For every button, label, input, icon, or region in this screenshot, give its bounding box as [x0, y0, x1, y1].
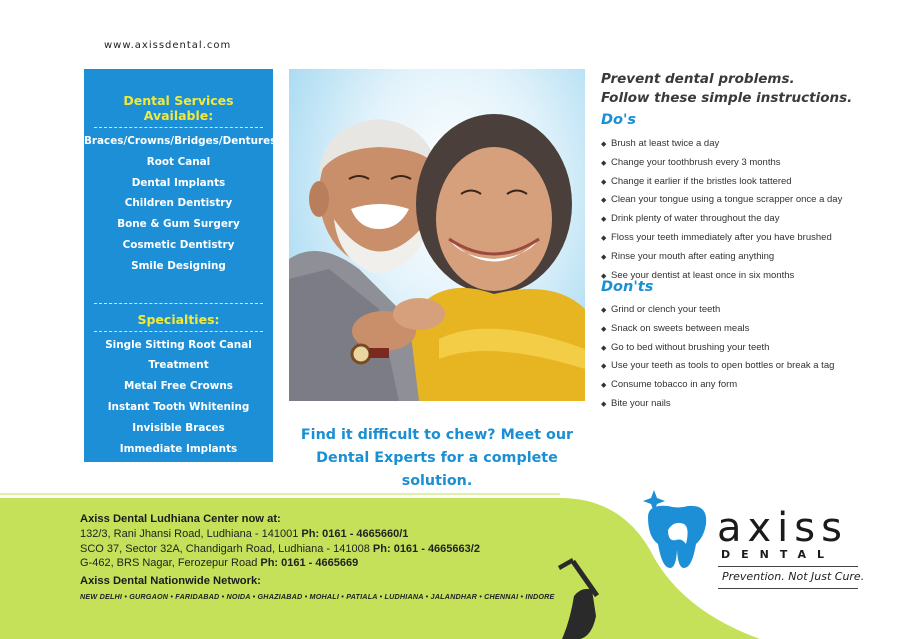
service-item: Dental Implants: [131, 176, 226, 189]
address-line: G-462, BRS Nagar, Ferozepur Road Ph: 0161 - 4665669: [80, 557, 359, 569]
specialty-item: Metal Free Crowns: [124, 380, 233, 393]
specialty-item: Invisible Braces: [132, 421, 225, 434]
do-item: ◆ Rinse your mouth after eating anything: [601, 250, 775, 262]
logo-wordmark: axiss: [717, 505, 848, 551]
dont-item: ◆ Use your teeth as tools to open bottles or break a tag: [601, 360, 835, 372]
service-item: Root Canal: [146, 155, 211, 168]
do-item: ◆ Floss your teeth immediately after you have brushed: [601, 231, 832, 243]
dos-list: [601, 135, 842, 285]
services-list: [84, 131, 277, 277]
dont-item: ◆ Consume tobacco in any form: [601, 379, 738, 391]
do-item: ◆ Change your toothbrush every 3 months: [601, 156, 781, 168]
logo-divider: [718, 566, 858, 567]
dont-item: ◆ Grind or clench your teeth: [601, 304, 721, 315]
logo-subtitle: DENTAL: [721, 548, 836, 561]
specialties-list: [84, 335, 273, 481]
specialty-item: Treatment: [148, 359, 209, 372]
address-line: SCO 37, Sector 32A, Chandigarh Road, Ludhiana - 141008 Ph: 0161 - 4665663/2: [80, 543, 480, 555]
service-item: Braces/Crowns/Bridges/Dentures: [84, 135, 277, 147]
service-item: Children Dentistry: [124, 197, 233, 210]
services-title: Dental Services Available:: [94, 93, 263, 128]
address-line: 132/3, Rani Jhansi Road, Ludhiana - 141001 Ph: 0161 - 4665660/1: [80, 528, 409, 540]
cta-line-2: Dental Experts for a complete solution.: [316, 450, 558, 489]
logo-tagline: Prevention. Not Just Cure.: [722, 570, 865, 583]
do-item: ◆ Brush at least twice a day: [601, 138, 720, 149]
city-list: NEW DELHI • GURGAON • FARIDABAD • NOIDA • GHAZIABAD • MOHALI • PATIALA • LUDHIANA • JALANDHAR • CHENNAI • INDORE: [80, 592, 555, 601]
intro-line-2: Follow these simple instructions.: [601, 90, 853, 106]
tagline-divider: [718, 588, 858, 589]
specialty-item: Instant Digital X-rays: [116, 463, 241, 476]
do-item: ◆ See your dentist at least once in six months: [601, 269, 795, 281]
specialty-item: Single Sitting Root Canal: [105, 338, 252, 351]
dont-item: ◆ Snack on sweets between meals: [601, 322, 750, 334]
dont-item: ◆ Bite your nails: [601, 397, 671, 409]
website-url[interactable]: www.axissdental.com: [104, 40, 232, 51]
service-item: Smile Designing: [131, 259, 226, 272]
dont-item: ◆ Go to bed without brushing your teeth: [601, 341, 770, 353]
specialties-title: Specialties:: [94, 303, 263, 332]
do-item: ◆ Change it earlier if the bristles look tattered: [601, 175, 792, 187]
services-panel: [84, 69, 277, 476]
specialty-item: Instant Tooth Whitening: [107, 400, 250, 413]
donts-list: [601, 301, 834, 414]
specialty-item: Immediate Implants: [119, 442, 238, 455]
dos-heading: Do's: [601, 112, 637, 128]
instructions-intro: [601, 70, 852, 108]
cta-line-1: Find it difficult to chew? Meet our: [300, 427, 574, 443]
couple-photo: [289, 69, 585, 401]
network-title: Axiss Dental Nationwide Network:: [80, 575, 261, 587]
service-item: Bone & Gum Surgery: [117, 218, 240, 231]
center-title: Axiss Dental Ludhiana Center now at:: [80, 513, 281, 525]
tooth-sparkle-icon: [640, 482, 714, 572]
service-item: Cosmetic Dentistry: [122, 238, 235, 251]
toothbrush-hand-icon: [552, 556, 622, 639]
do-item: ◆ Clean your tongue using a tongue scrapper once a day: [601, 194, 843, 206]
intro-line-1: Prevent dental problems.: [601, 71, 795, 87]
do-item: ◆ Drink plenty of water throughout the day: [601, 213, 780, 225]
donts-heading: Don'ts: [601, 279, 654, 295]
